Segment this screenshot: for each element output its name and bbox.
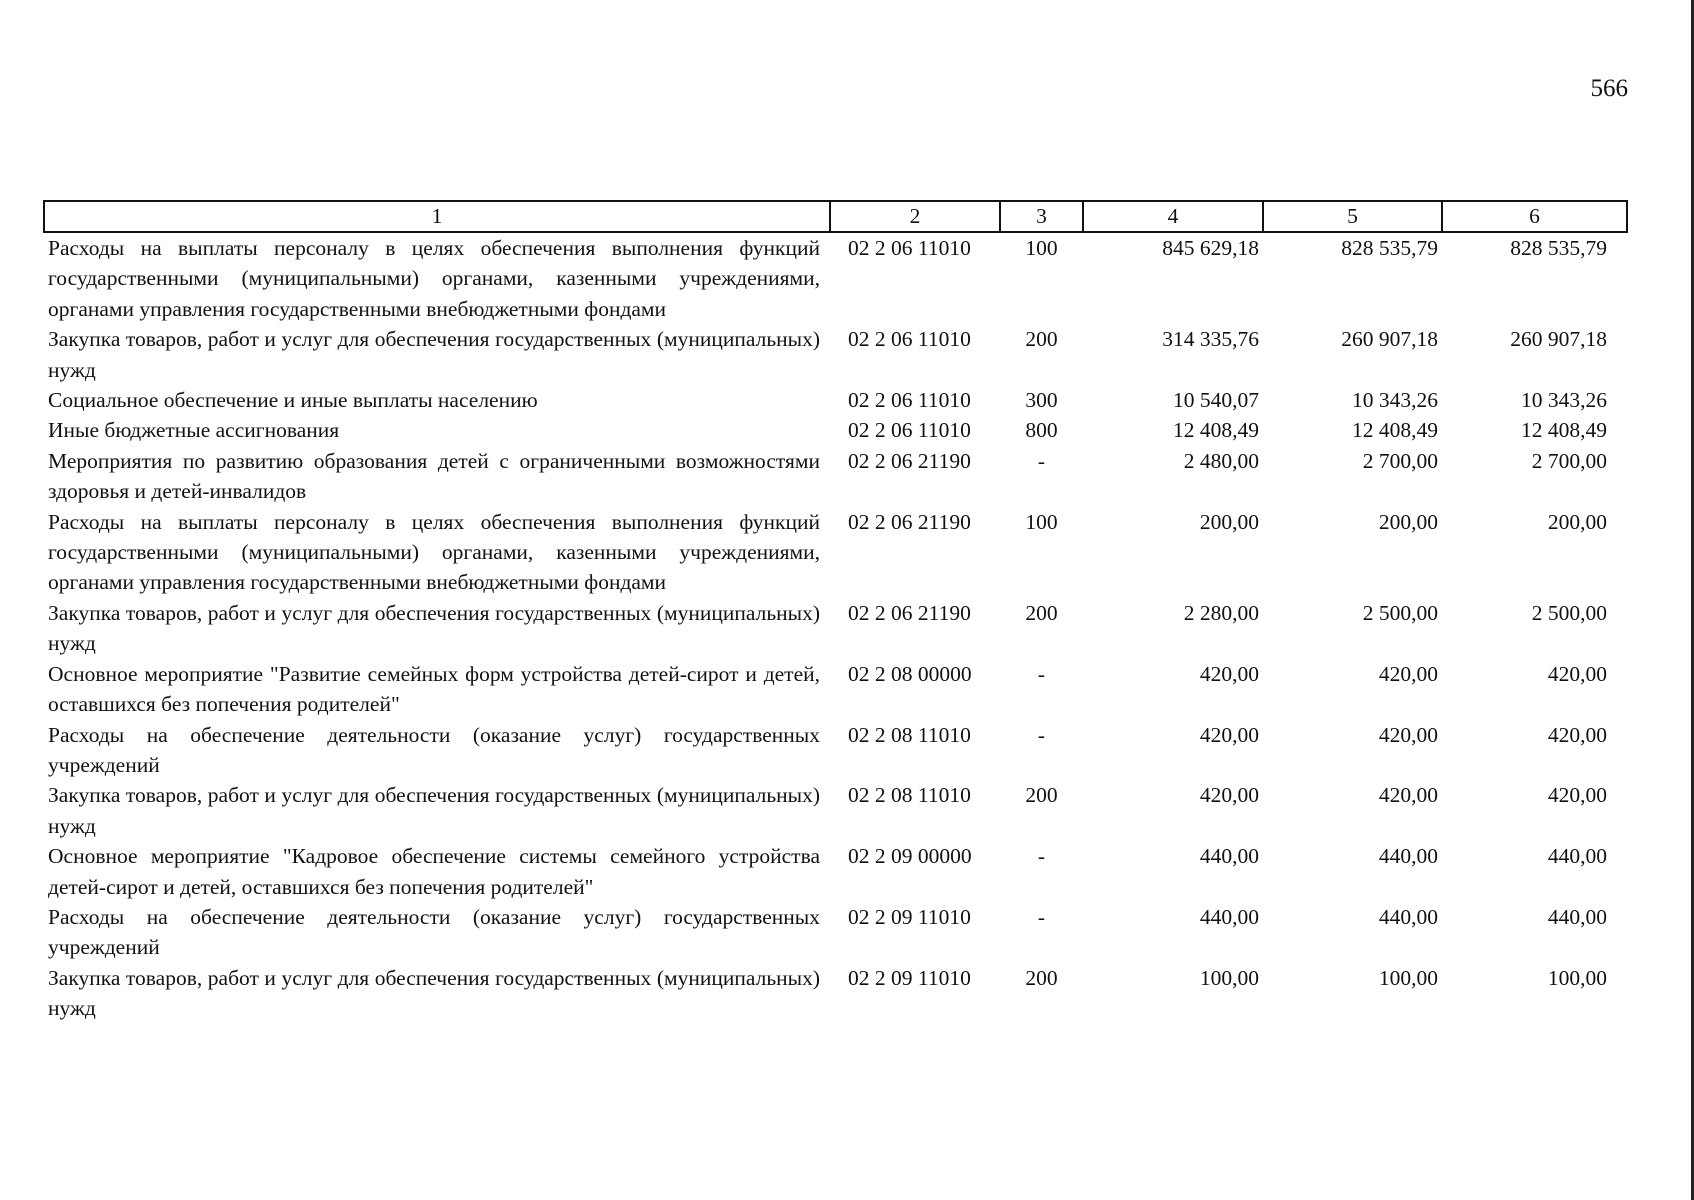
table-row: [44, 659, 1627, 720]
row-value-col5-cell: 2 700,00: [1362, 448, 1438, 473]
row-value-col5-cell: 260 907,18: [1341, 327, 1438, 352]
column-header: 4: [1083, 201, 1263, 232]
row-value-col4-cell: 420,00: [1199, 722, 1259, 747]
row-name-cell: Расходы на обеспечение деятельности (оказание услуг) государственных учреждений: [48, 904, 820, 960]
row-value-col4-cell: 845 629,18: [1162, 236, 1259, 260]
row-value-col4-cell: 200,00: [1199, 509, 1259, 534]
row-value-col5-cell: 200,00: [1378, 509, 1438, 534]
row-value-col5-cell: 420,00: [1378, 722, 1438, 747]
row-type-cell: -: [1037, 904, 1046, 929]
table-row: [44, 720, 1627, 781]
row-name-cell: Закупка товаров, работ и услуг для обеспечения государственных (муниципальных) нужд: [48, 600, 820, 656]
row-type-cell: 200: [1025, 783, 1058, 808]
row-value-col4-cell: 2 280,00: [1183, 600, 1259, 625]
row-value-col4-cell: 12 408,49: [1173, 418, 1259, 443]
row-value-col5-cell: 2 500,00: [1362, 600, 1438, 625]
row-name-cell: Закупка товаров, работ и услуг для обеспечения государственных (муниципальных) нужд: [48, 965, 820, 1021]
row-value-col4-cell: 314 335,76: [1162, 327, 1259, 352]
header-row: [44, 201, 1627, 232]
row-value-col4-cell: 10 540,07: [1173, 388, 1259, 413]
row-code-cell: 02 2 08 11010: [848, 722, 971, 747]
row-code-cell: 02 2 08 00000: [848, 661, 972, 686]
row-value-col6-cell: 100,00: [1547, 965, 1607, 990]
table-header: [44, 201, 1627, 232]
row-type-cell: 100: [1025, 509, 1058, 534]
row-value-col6-cell: 420,00: [1547, 722, 1607, 747]
budget-table: [43, 200, 1628, 1024]
row-value-col5-cell: 10 343,26: [1352, 388, 1438, 413]
row-value-col6-cell: 260 907,18: [1510, 327, 1607, 352]
row-value-col4-cell: 420,00: [1199, 661, 1259, 686]
row-code-cell: 02 2 06 21190: [848, 448, 971, 473]
row-name-cell: Социальное обеспечение и иные выплаты населению: [48, 388, 538, 413]
row-value-col4-cell: 440,00: [1199, 904, 1259, 929]
table-body: [44, 232, 1627, 1024]
table-row: [44, 324, 1627, 385]
row-code-cell: 02 2 09 11010: [848, 965, 971, 990]
row-type-cell: 100: [1025, 236, 1058, 260]
row-code-cell: 02 2 06 11010: [848, 418, 971, 443]
row-type-cell: -: [1037, 448, 1046, 473]
column-header: 1: [44, 201, 830, 232]
row-value-col6-cell: 440,00: [1547, 904, 1607, 929]
column-header: 2: [830, 201, 1000, 232]
row-type-cell: 200: [1025, 600, 1058, 625]
row-value-col6-cell: 200,00: [1547, 509, 1607, 534]
column-header: 6: [1442, 201, 1627, 232]
row-value-col6-cell: 2 700,00: [1531, 448, 1607, 473]
row-value-col6-cell: 440,00: [1547, 844, 1607, 869]
row-type-cell: -: [1037, 722, 1046, 747]
row-name-cell: Расходы на обеспечение деятельности (оказание услуг) государственных учреждений: [48, 722, 820, 777]
row-type-cell: 200: [1025, 965, 1058, 990]
row-code-cell: 02 2 09 00000: [848, 844, 972, 869]
row-value-col5-cell: 100,00: [1378, 965, 1438, 990]
row-name-cell: Основное мероприятие "Кадровое обеспечение системы семейного устройства детей-сирот и детей, оставшихся без попечения родителей": [48, 844, 820, 899]
row-code-cell: 02 2 06 21190: [848, 509, 971, 534]
row-value-col5-cell: 440,00: [1378, 904, 1438, 929]
row-value-col6-cell: 2 500,00: [1531, 600, 1607, 625]
row-value-col5-cell: 420,00: [1378, 783, 1438, 808]
row-value-col4-cell: 420,00: [1199, 783, 1259, 808]
row-type-cell: 200: [1025, 327, 1058, 352]
row-type-cell: 800: [1025, 418, 1058, 443]
table-row: [44, 385, 1627, 415]
table-row: [44, 598, 1627, 659]
row-code-cell: 02 2 06 21190: [848, 600, 971, 625]
row-value-col6-cell: 10 343,26: [1521, 388, 1607, 413]
row-name-cell: Основное мероприятие "Развитие семейных форм устройства детей-сирот и детей, оставшихся без попечения родителей": [48, 661, 820, 717]
row-value-col5-cell: 12 408,49: [1352, 418, 1438, 443]
page-number: 566: [1590, 75, 1628, 102]
table-row: [44, 446, 1627, 507]
table-row: [44, 963, 1627, 1024]
row-code-cell: 02 2 06 11010: [848, 388, 971, 413]
row-value-col6-cell: 420,00: [1547, 783, 1607, 808]
row-value-col5-cell: 420,00: [1378, 661, 1438, 686]
column-header: 3: [1000, 201, 1083, 232]
row-code-cell: 02 2 08 11010: [848, 783, 971, 808]
row-name-cell: Мероприятия по развитию образования детей с ограниченными возможностями здоровья и детей-инвалидов: [48, 448, 820, 504]
row-name-cell: Расходы на выплаты персоналу в целях обеспечения выполнения функций государственными (муниципальными) органами, казенными учреждениями, органами управления государственными внебюджетными фондами: [48, 509, 820, 595]
row-value-col4-cell: 440,00: [1199, 844, 1259, 869]
row-value-col5-cell: 828 535,79: [1341, 236, 1438, 260]
row-name-cell: Закупка товаров, работ и услуг для обеспечения государственных (муниципальных) нужд: [48, 327, 820, 382]
row-name-cell: Иные бюджетные ассигнования: [48, 418, 340, 443]
row-value-col6-cell: 12 408,49: [1521, 418, 1607, 443]
table-row: [44, 841, 1627, 902]
row-type-cell: -: [1037, 844, 1046, 869]
table-row: [44, 780, 1627, 841]
row-type-cell: 300: [1025, 388, 1058, 413]
table-row: [44, 415, 1627, 445]
table-row: [44, 232, 1627, 324]
row-code-cell: 02 2 09 11010: [848, 904, 971, 929]
row-code-cell: 02 2 06 11010: [848, 236, 971, 260]
row-name-cell: Закупка товаров, работ и услуг для обеспечения государственных (муниципальных) нужд: [48, 783, 820, 838]
row-code-cell: 02 2 06 11010: [848, 327, 971, 352]
row-value-col4-cell: 2 480,00: [1183, 448, 1259, 473]
row-value-col5-cell: 440,00: [1378, 844, 1438, 869]
row-type-cell: -: [1037, 661, 1046, 686]
column-header: 5: [1263, 201, 1442, 232]
row-value-col4-cell: 100,00: [1199, 965, 1259, 990]
row-name-cell: Расходы на выплаты персоналу в целях обеспечения выполнения функций государственными (муниципальными) органами, казенными учреждениями, органами управления государственными внебюджетными фондами: [48, 236, 820, 321]
table-row: [44, 902, 1627, 963]
table-row: [44, 507, 1627, 598]
row-value-col6-cell: 420,00: [1547, 661, 1607, 686]
row-value-col6-cell: 828 535,79: [1510, 236, 1607, 260]
